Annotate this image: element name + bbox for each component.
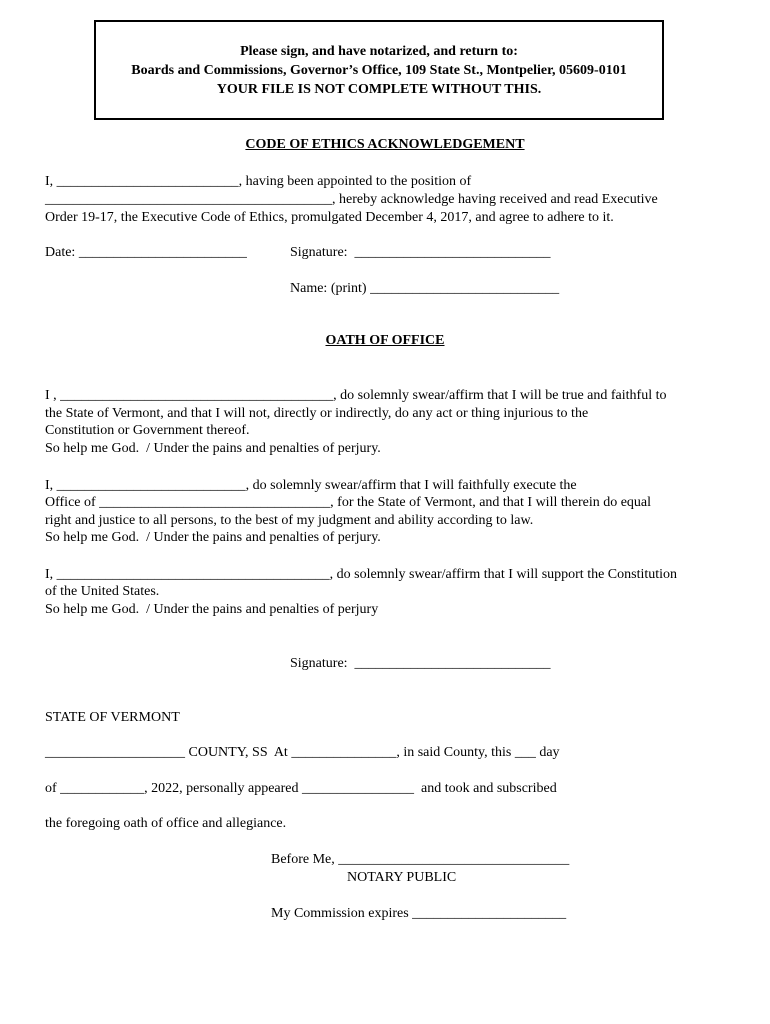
ethics-date-field: Date: ________________________ (45, 245, 247, 260)
oath-constitution-line-2: of the United States. (45, 584, 160, 599)
notary-appeared-line: of ____________, 2022, personally appeared ________________ and took and subscribed (45, 781, 557, 796)
notary-public-label: NOTARY PUBLIC (347, 870, 457, 885)
instructions-warning: YOUR FILE IS NOT COMPLETE WITHOUT THIS. (216, 81, 542, 97)
ethics-signature-field: Signature: ____________________________ (290, 245, 551, 260)
oath-execute-line-2: Office of _________________________________, for the State of Vermont, and that I will therein do equal (45, 495, 652, 510)
instructions-address: Boards and Commissions, Governor’s Office, 109 State St., Montpelier, 05609-0101 (131, 62, 627, 78)
oath-constitution-line-3: So help me God. / Under the pains and penalties of perjury (45, 602, 379, 617)
oath-execute-line-3: right and justice to all persons, to the best of my judgment and ability according to law. (45, 513, 534, 528)
oath-heading: OATH OF OFFICE (325, 333, 445, 348)
ethics-heading: CODE OF ETHICS ACKNOWLEDGEMENT (245, 137, 525, 152)
oath-execute-line-4: So help me God. / Under the pains and penalties of perjury. (45, 530, 381, 545)
notary-before-me-field: Before Me, _________________________________ (271, 852, 570, 867)
ethics-position-line: _________________________________________, hereby acknowledge having received and read Executive (45, 192, 658, 207)
oath-constitution-line-1: I, _______________________________________, do solemnly swear/affirm that I will support the Constitution (45, 567, 678, 582)
ethics-name-line: I, __________________________, having been appointed to the position of (45, 174, 472, 189)
oath-faithful-line-3: Constitution or Government thereof. (45, 423, 250, 438)
oath-faithful-line-2: the State of Vermont, and that I will not, directly or indirectly, do any act or thing injurious to the (45, 406, 589, 421)
notary-county-line: ____________________ COUNTY, SS At _______________, in said County, this ___ day (45, 745, 560, 760)
ethics-print-name-field: Name: (print) ___________________________ (290, 281, 560, 296)
oath-faithful-line-4: So help me God. / Under the pains and penalties of perjury. (45, 441, 381, 456)
oath-execute-line-1: I, ___________________________, do solemnly swear/affirm that I will faithfully execute the (45, 478, 577, 493)
notary-state: STATE OF VERMONT (45, 710, 180, 725)
notary-commission-field: My Commission expires ______________________ (271, 906, 567, 921)
notary-foregoing-line: the foregoing oath of office and allegiance. (45, 816, 287, 831)
instructions-box (94, 20, 664, 120)
instructions-line-1: Please sign, and have notarized, and return to: (240, 43, 518, 59)
oath-faithful-line-1: I , _______________________________________, do solemnly swear/affirm that I will be true and faithful to (45, 388, 667, 403)
ethics-order-line: Order 19-17, the Executive Code of Ethics, promulgated December 4, 2017, and agree to adhere to it. (45, 210, 614, 225)
oath-signature-field: Signature: ____________________________ (290, 656, 551, 671)
